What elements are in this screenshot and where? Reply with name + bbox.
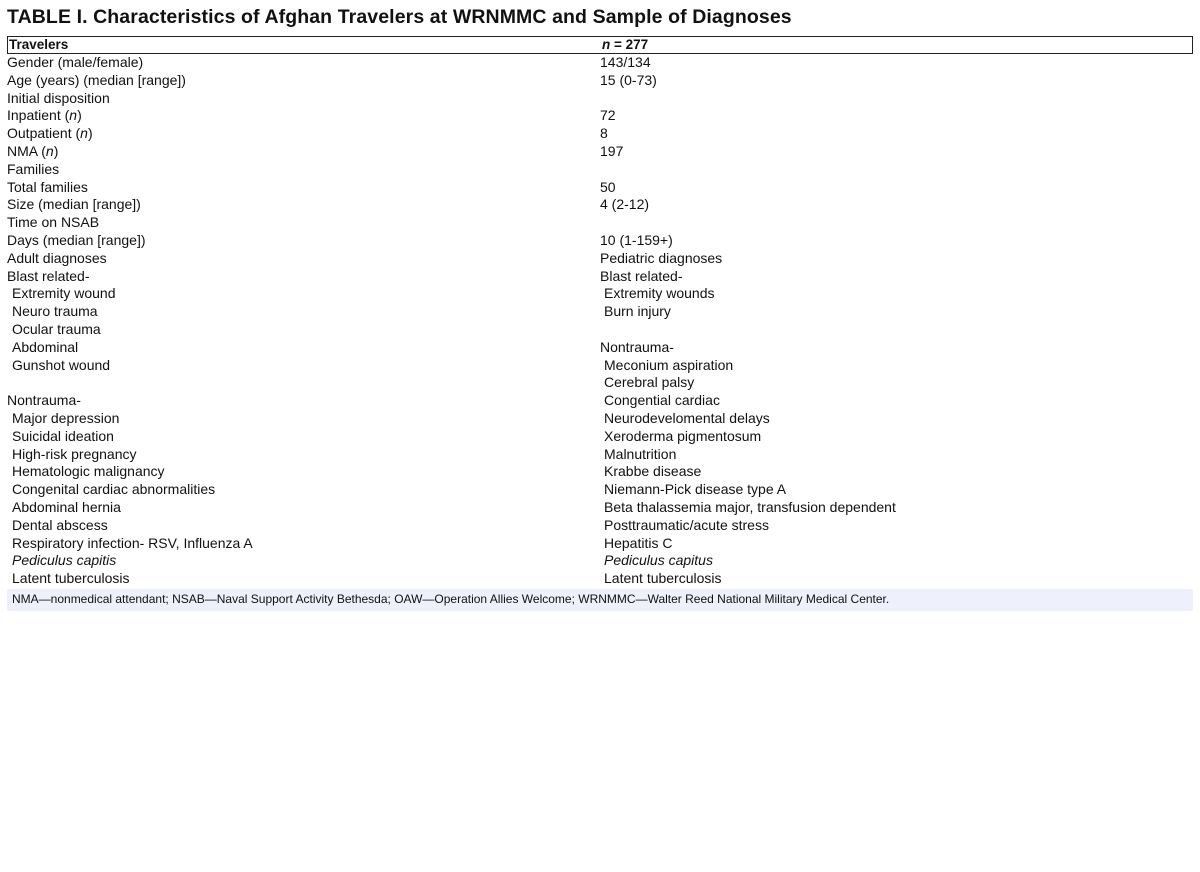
row-label-cell — [7, 125, 600, 143]
row-value-cell — [600, 570, 1193, 588]
row-label-italic: n — [45, 142, 54, 159]
row-value-cell — [600, 392, 1193, 410]
row-value-cell — [600, 481, 1193, 499]
row-label: Blast related- — [7, 267, 90, 284]
row-value-cell — [600, 72, 1193, 90]
row-value: Nontrauma- — [600, 338, 674, 355]
row-value: Niemann-Pick disease type A — [604, 481, 787, 498]
table-row — [7, 161, 1193, 179]
row-label: Inpatient ( — [7, 107, 70, 124]
row-value: Pediatric diagnoses — [600, 249, 723, 266]
row-label-italic: n — [69, 107, 78, 124]
row-value-cell — [600, 463, 1193, 481]
table-row — [7, 410, 1193, 428]
row-value-cell — [600, 90, 1193, 108]
row-label: NMA ( — [7, 142, 46, 159]
table-row — [7, 54, 1193, 72]
table-row — [7, 357, 1193, 375]
row-label-cell — [7, 410, 600, 428]
row-value-cell — [600, 196, 1193, 214]
row-label: Initial disposition — [7, 89, 110, 106]
row-value: Cerebral palsy — [604, 374, 695, 391]
row-label-cell — [7, 570, 600, 588]
row-value-cell — [600, 268, 1193, 286]
row-value: 72 — [600, 107, 616, 124]
row-label: Suicidal ideation — [12, 427, 114, 444]
row-label-cell — [7, 143, 600, 161]
row-value-cell — [600, 285, 1193, 303]
table-row — [7, 552, 1193, 570]
row-label: Gunshot wound — [12, 356, 111, 373]
row-value-cell — [600, 303, 1193, 321]
row-value-cell — [600, 125, 1193, 143]
row-label: Size (median [range]) — [7, 196, 141, 213]
row-label-italic: Pediculus capitis — [12, 552, 117, 569]
table-title: TABLE I. Characteristics of Afghan Travelers at WRNMMC and Sample of Diagnoses — [7, 6, 792, 28]
row-value-cell — [600, 161, 1193, 179]
row-label-cell — [7, 552, 600, 570]
row-label: Extremity wound — [12, 285, 116, 302]
table-row — [7, 196, 1193, 214]
table-row — [7, 125, 1193, 143]
row-value: Krabbe disease — [604, 463, 702, 480]
table-row — [7, 392, 1193, 410]
row-value-cell — [600, 321, 1193, 339]
row-label-cell — [7, 463, 600, 481]
row-label: Ocular trauma — [12, 320, 101, 337]
row-value-cell — [600, 214, 1193, 232]
row-value: 50 — [600, 178, 616, 195]
row-value-cell — [600, 552, 1193, 570]
table-row — [7, 499, 1193, 517]
row-label-suffix: ) — [53, 142, 59, 159]
row-value-cell — [600, 143, 1193, 161]
row-value-cell — [600, 232, 1193, 250]
row-label-cell — [7, 392, 600, 410]
row-value: Xeroderma pigmentosum — [604, 427, 762, 444]
row-label: Respiratory infection- RSV, Influenza A — [12, 534, 253, 551]
row-label-cell — [7, 196, 600, 214]
header-travelers: Travelers — [9, 37, 69, 52]
header-n-count — [601, 37, 1192, 53]
header-n-symbol: n — [602, 37, 611, 52]
row-label-cell — [7, 179, 600, 197]
row-label-cell — [7, 285, 600, 303]
table-row — [7, 90, 1193, 108]
row-value: Hepatitis C — [604, 534, 673, 551]
row-label-cell — [7, 357, 600, 375]
row-label: Hematologic malignancy — [12, 463, 165, 480]
row-value: Extremity wounds — [604, 285, 715, 302]
row-label: Outpatient ( — [7, 125, 81, 142]
table-body — [7, 54, 1193, 588]
row-value: Posttraumatic/acute stress — [604, 516, 769, 533]
table-row — [7, 321, 1193, 339]
table-row — [7, 214, 1193, 232]
row-label: Adult diagnoses — [7, 249, 107, 266]
row-value-cell — [600, 179, 1193, 197]
table-row — [7, 517, 1193, 535]
row-label: Days (median [range]) — [7, 231, 146, 248]
row-label-suffix: ) — [87, 125, 93, 142]
row-value: Neurodevelomental delays — [604, 409, 770, 426]
row-value-cell — [600, 517, 1193, 535]
row-label-cell — [7, 321, 600, 339]
table-row — [7, 428, 1193, 446]
row-value: 15 (0-73) — [600, 71, 657, 88]
row-value-cell — [600, 535, 1193, 553]
row-label-cell — [7, 250, 600, 268]
table-row — [7, 303, 1193, 321]
row-label: Latent tuberculosis — [12, 570, 130, 587]
row-value-cell — [600, 339, 1193, 357]
row-label-cell — [7, 446, 600, 464]
row-value: 10 (1-159+) — [600, 231, 673, 248]
row-value-cell — [600, 446, 1193, 464]
row-value-cell — [600, 54, 1193, 72]
row-label: Abdominal hernia — [12, 498, 121, 515]
table-row — [7, 72, 1193, 90]
row-label-cell — [7, 90, 600, 108]
row-label-suffix: ) — [77, 107, 82, 124]
table-footnote: NMA—nonmedical attendant; NSAB—Naval Support Activity Bethesda; OAW—Operation Allies Welcome; WRNMMC—Walter Reed National Military Medical Center. — [7, 589, 1193, 611]
table-row — [7, 107, 1193, 125]
row-value: 143/134 — [600, 54, 651, 70]
row-label: Time on NSAB — [7, 214, 100, 231]
row-label-cell — [7, 428, 600, 446]
table-row — [7, 285, 1193, 303]
row-label: Neuro trauma — [12, 303, 98, 320]
row-value-cell — [600, 250, 1193, 268]
row-value: Malnutrition — [604, 445, 677, 462]
row-label-cell — [7, 268, 600, 286]
table-row — [7, 143, 1193, 161]
row-label-cell — [7, 232, 600, 250]
row-value-cell — [600, 357, 1193, 375]
row-label: Age (years) (median [range]) — [7, 71, 186, 88]
table-row — [7, 268, 1193, 286]
row-label: Gender (male/female) — [7, 54, 144, 70]
row-label: Congenital cardiac abnormalities — [12, 481, 216, 498]
table-row — [7, 481, 1193, 499]
row-label-cell — [7, 517, 600, 535]
row-label: Total families — [7, 178, 88, 195]
row-value: Latent tuberculosis — [604, 570, 722, 587]
row-label-italic: n — [80, 125, 88, 142]
row-value: Blast related- — [600, 267, 683, 284]
row-label-cell — [7, 214, 600, 232]
row-value-cell — [600, 107, 1193, 125]
row-label-cell — [7, 161, 600, 179]
table-row — [7, 570, 1193, 588]
row-value: Beta thalassemia major, transfusion dependent — [604, 498, 896, 515]
table-row — [7, 339, 1193, 357]
row-value: Meconium aspiration — [604, 356, 734, 373]
table-row — [7, 250, 1193, 268]
row-label-cell — [7, 374, 600, 392]
row-label: Dental abscess — [12, 516, 108, 533]
table-header-row — [7, 36, 1193, 54]
row-value-cell — [600, 410, 1193, 428]
row-label-cell — [7, 499, 600, 517]
row-label: Major depression — [12, 409, 120, 426]
table-row — [7, 232, 1193, 250]
row-value: 8 — [600, 125, 608, 142]
row-label: Abdominal — [12, 338, 79, 355]
characteristics-table — [7, 36, 1193, 611]
row-value-cell — [600, 499, 1193, 517]
row-label-cell — [7, 72, 600, 90]
table-row — [7, 179, 1193, 197]
table-row — [7, 535, 1193, 553]
row-value: 4 (2-12) — [600, 196, 650, 213]
table-row — [7, 446, 1193, 464]
table-row — [7, 463, 1193, 481]
header-n-value: = 277 — [610, 37, 649, 52]
row-label-cell — [7, 481, 600, 499]
row-value-cell — [600, 428, 1193, 446]
row-label-cell — [7, 535, 600, 553]
row-label-cell — [7, 339, 600, 357]
row-value: Burn injury — [604, 303, 671, 320]
row-label: High-risk pregnancy — [12, 445, 137, 462]
table-row — [7, 374, 1193, 392]
row-label: Families — [7, 160, 60, 177]
row-value-italic: Pediculus capitus — [604, 552, 713, 569]
row-value-cell — [600, 374, 1193, 392]
row-label-cell — [7, 107, 600, 125]
row-label-cell — [7, 303, 600, 321]
row-value: 197 — [600, 142, 624, 159]
row-label-cell — [7, 54, 600, 72]
row-value: Congential cardiac — [604, 392, 720, 409]
row-label: Nontrauma- — [7, 392, 81, 409]
